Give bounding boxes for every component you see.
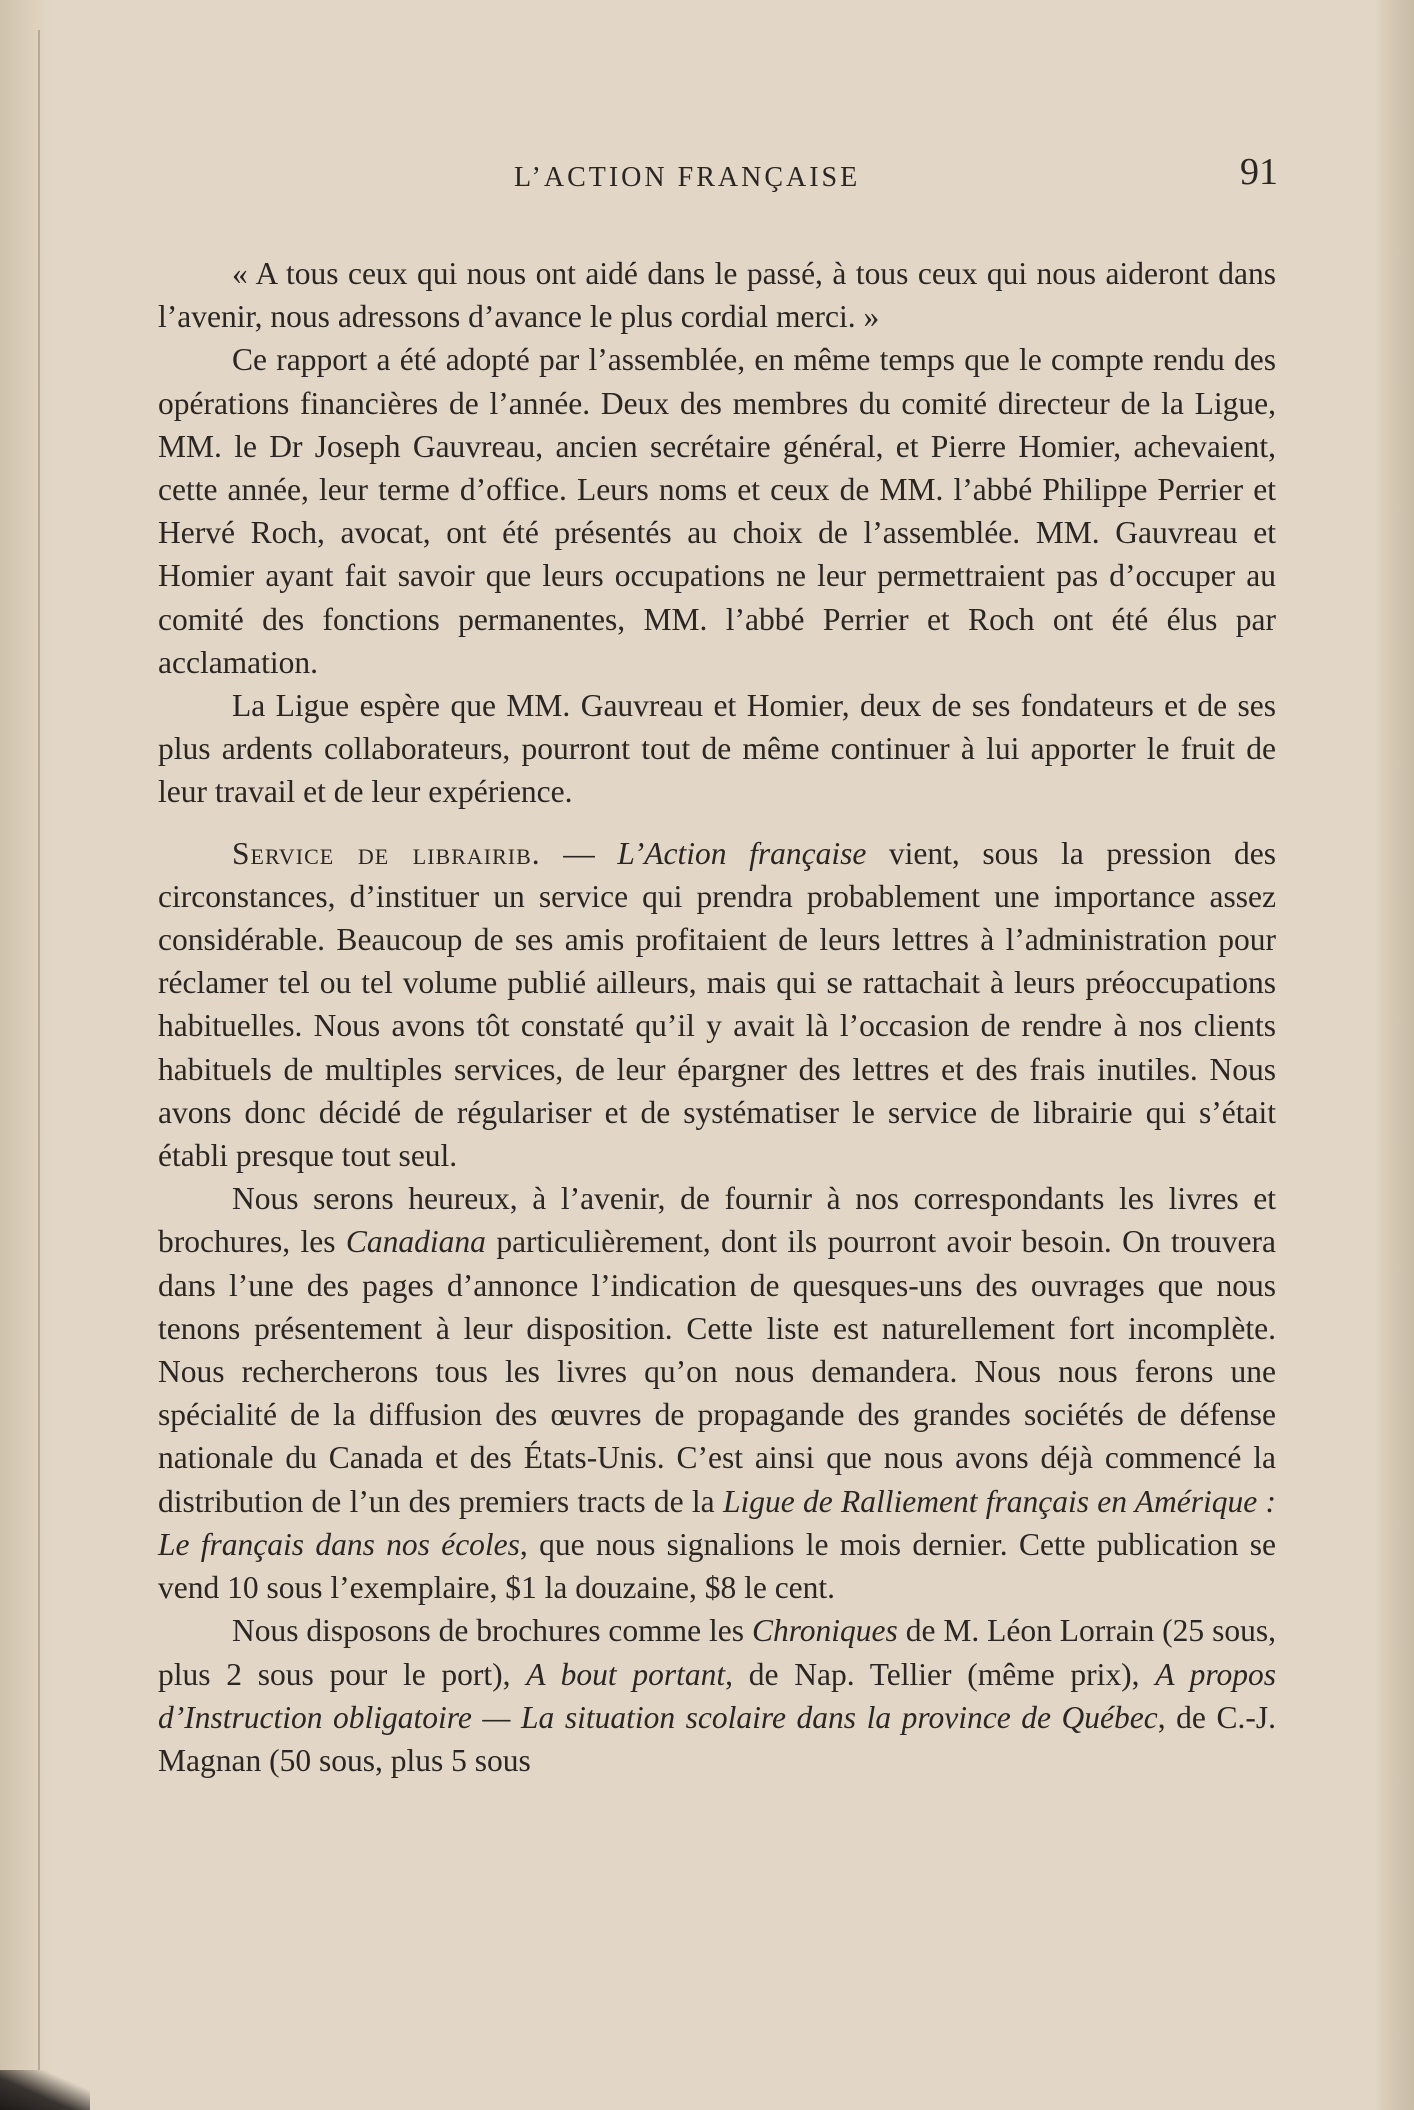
paragraph-service-librairie bbox=[158, 832, 1276, 1178]
corner-shadow bbox=[0, 2070, 90, 2110]
italic-title: A propos d’Instruction obligatoire — La situation scolaire dans la province de Québec bbox=[158, 1656, 1277, 1735]
running-head: L’ACTION FRANÇAISE bbox=[514, 162, 861, 193]
page-header bbox=[158, 150, 1278, 210]
paragraph-text: , de C.-J. Magnan (50 sous, plus 5 sous bbox=[158, 1699, 1276, 1778]
page-binding-line bbox=[38, 30, 40, 2070]
italic-title: Ligue de Ralliement français en Amérique : Le français dans nos écoles bbox=[158, 1483, 1276, 1562]
paragraph-text: particulièrement, dont ils pourront avoir besoin. On trouvera dans l’une des pages d’annonce l’indication de quesques-uns des ouvrages que nous tenons présentement à leur disposition. Cette liste est naturellement fort incomplète. Nous rechercherons tous les livres qu’on nous demandera. Nous nous ferons une spécialité de la diffusion des œuvres de propagande des grandes sociétés de défense nationale du Canada et des États-Unis. C’est ainsi que nous avons déjà commencé la distribution de l’un des premiers tracts de la bbox=[158, 1224, 1276, 1519]
section-lead: Service de librairib. bbox=[232, 835, 541, 871]
paragraph-report bbox=[158, 338, 1276, 684]
paragraph-text: Ce rapport a été adopté par l’assemblée, en même temps que le compte rendu des opérations financières de l’année. Deux des membres du comité directeur de la Ligue, MM. le Dr Joseph Gauvreau, ancien secrétaire général, et Pierre Homier, achevaient, cette année, leur terme d’office. Leurs noms et ceux de MM. l’abbé Philippe Perrier et Hervé Roch, avocat, ont été présentés au choix de l’assemblée. MM. Gauvreau et Homier ayant fait savoir que leurs occupations ne leur permettraient pas d’occuper au comité des fonctions permanentes, MM. l’abbé Perrier et Roch ont été élus par acclamation. bbox=[158, 342, 1276, 680]
italic-title: Canadiana bbox=[345, 1224, 486, 1260]
page-left-edge bbox=[0, 0, 52, 2110]
paragraph-text: Nous serons heureux, à l’avenir, de fournir à nos correspondants les livres et brochures, les bbox=[158, 1181, 1276, 1260]
body-text bbox=[158, 252, 1276, 1782]
publication-title: L’Action française bbox=[617, 835, 867, 871]
italic-title: Chroniques bbox=[751, 1613, 898, 1649]
paragraph-text: de M. Léon Lorrain (25 sous, plus 2 sous pour le port), bbox=[158, 1613, 1276, 1692]
paragraph-text: vient, sous la pression des circonstances, d’instituer un service qui prendra probablement une importance assez considérable. Beaucoup de ses amis profitaient de leurs lettres à l’administration pour réclamer tel ou tel volume publié ailleurs, mais qui se rattachait à leurs préoccupations habituelles. Nous avons tôt constaté qu’il y avait là l’occasion de rendre à nos clients habituels de multiples services, de leur épargner des lettres et des frais inutiles. Nous avons donc décidé de régulariser et de systématiser le service de librairie qui s’était établi presque tout seul. bbox=[158, 835, 1276, 1174]
page-right-edge bbox=[1374, 0, 1414, 2110]
page-number: 91 bbox=[1240, 151, 1278, 193]
paragraph-text: « A tous ceux qui nous ont aidé dans le passé, à tous ceux qui nous aideront dans l’avenir, nous adressons d’avance le plus cordial merci. » bbox=[158, 256, 1276, 335]
section-dash: — bbox=[540, 835, 618, 871]
paragraph-brochures bbox=[158, 1609, 1276, 1782]
italic-title: A bout portant bbox=[526, 1656, 726, 1692]
paragraph-ligue bbox=[158, 684, 1276, 814]
paragraph-text: , que nous signalions le mois dernier. Cette publication se vend 10 sous l’exemplaire, $1 la douzaine, $8 le cent. bbox=[158, 1526, 1276, 1606]
paragraph-text: La Ligue espère que MM. Gauvreau et Homier, deux de ses fondateurs et de ses plus ardents collaborateurs, pourront tout de même continuer à lui apporter le fruit de leur travail et de leur expérience. bbox=[158, 688, 1276, 810]
paragraph-thanks bbox=[158, 252, 1276, 338]
paragraph-correspondants bbox=[158, 1177, 1276, 1609]
paragraph-text: Nous disposons de brochures comme les bbox=[232, 1613, 752, 1649]
paragraph-text: , de Nap. Tellier (même prix), bbox=[725, 1656, 1156, 1692]
